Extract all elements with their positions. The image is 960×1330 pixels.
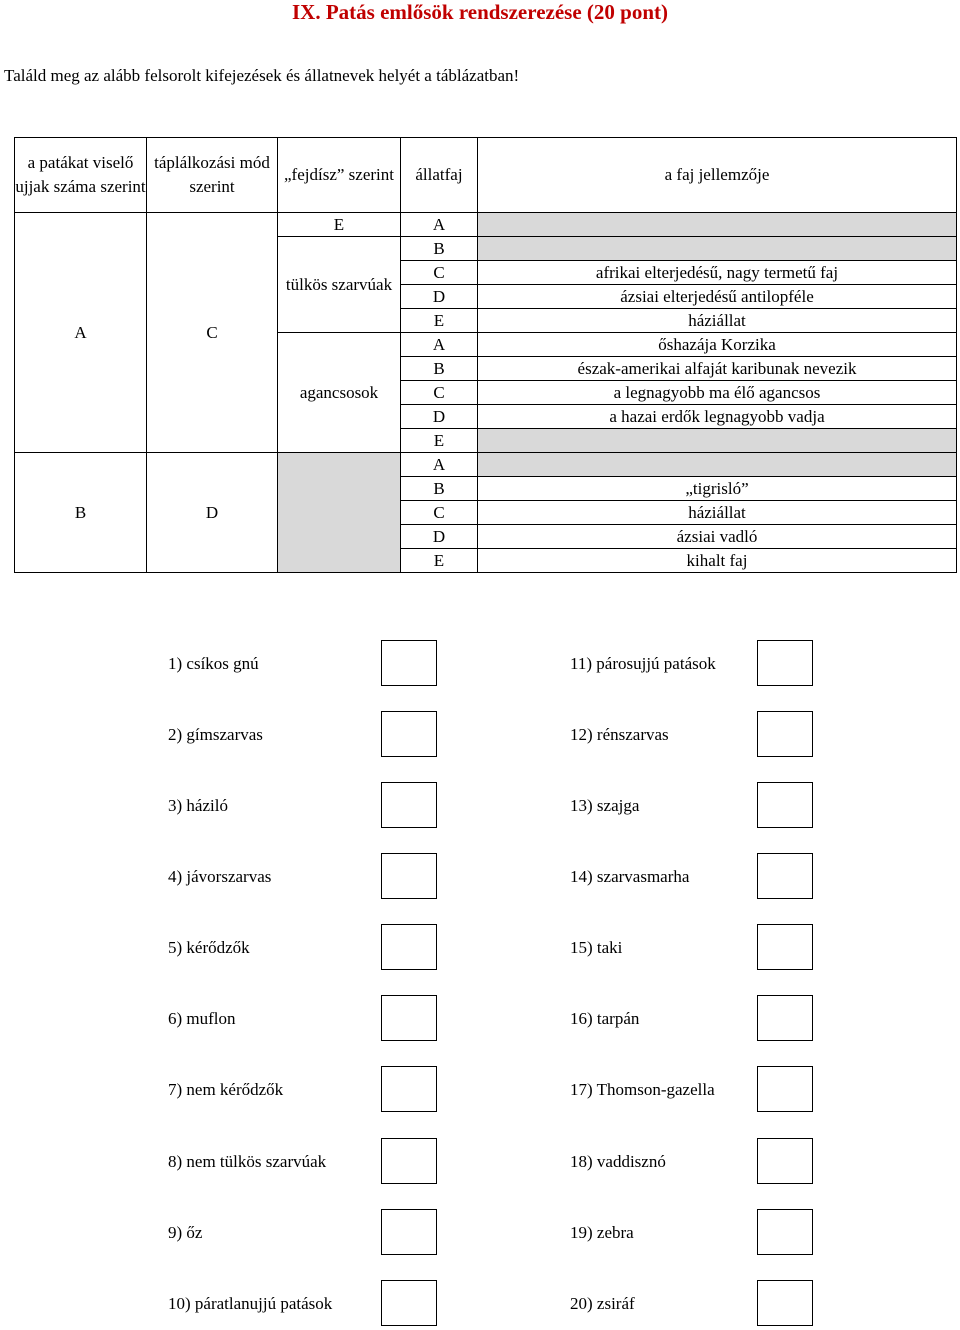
answer-label: 11) párosujjú patások bbox=[570, 654, 716, 673]
answer-label: 6) muflon bbox=[168, 1009, 236, 1028]
answer-box[interactable] bbox=[757, 924, 813, 970]
answer-box[interactable] bbox=[757, 782, 813, 828]
answer-label: 20) zsiráf bbox=[570, 1294, 635, 1313]
characteristic-cell: ázsiai vadló bbox=[478, 525, 957, 549]
characteristic-cell: háziállat bbox=[478, 309, 957, 333]
answer-label: 17) Thomson-gazella bbox=[570, 1080, 715, 1099]
answer-item bbox=[0, 1280, 960, 1328]
answer-item bbox=[0, 924, 960, 972]
answer-item bbox=[0, 711, 960, 759]
answer-box[interactable] bbox=[757, 1066, 813, 1112]
answer-label: 3) háziló bbox=[168, 796, 228, 815]
header-headgear: „fejdísz” szerint bbox=[278, 138, 401, 213]
answer-label: 19) zebra bbox=[570, 1223, 634, 1242]
species-letter: C bbox=[401, 261, 478, 285]
answer-label: 1) csíkos gnú bbox=[168, 654, 259, 673]
species-letter: A bbox=[401, 333, 478, 357]
characteristic-cell: ázsiai elterjedésű antilopféle bbox=[478, 285, 957, 309]
answer-item bbox=[0, 782, 960, 830]
answer-label: 2) gímszarvas bbox=[168, 725, 263, 744]
species-letter: E bbox=[401, 549, 478, 573]
header-feeding-mode: táplálkozási mód szerint bbox=[147, 138, 278, 213]
answer-label: 15) taki bbox=[570, 938, 623, 957]
answer-item bbox=[0, 1138, 960, 1186]
cell-headgear-horned: tülkös szarvúak bbox=[278, 237, 401, 333]
answer-label: 4) jávorszarvas bbox=[168, 867, 272, 886]
species-letter: C bbox=[401, 501, 478, 525]
answer-label: 16) tarpán bbox=[570, 1009, 640, 1028]
answer-item bbox=[0, 1209, 960, 1257]
species-letter: B bbox=[401, 477, 478, 501]
answer-label: 14) szarvasmarha bbox=[570, 867, 690, 886]
header-toe-count: a patákat viselő ujjak száma szerint bbox=[15, 138, 147, 213]
characteristic-cell: háziállat bbox=[478, 501, 957, 525]
answer-box[interactable] bbox=[757, 640, 813, 686]
header-species: állatfaj bbox=[401, 138, 478, 213]
characteristic-cell: afrikai elterjedésű, nagy termetű faj bbox=[478, 261, 957, 285]
characteristic-cell: a legnagyobb ma élő agancsos bbox=[478, 381, 957, 405]
characteristic-cell: észak-amerikai alfaját karibunak nevezik bbox=[478, 357, 957, 381]
species-letter: E bbox=[401, 309, 478, 333]
answer-box[interactable] bbox=[757, 1209, 813, 1255]
species-letter: D bbox=[401, 405, 478, 429]
species-letter: C bbox=[401, 381, 478, 405]
species-letter: A bbox=[401, 453, 478, 477]
answer-item bbox=[0, 1066, 960, 1114]
answer-box[interactable] bbox=[757, 995, 813, 1041]
cell-toe-b: B bbox=[15, 453, 147, 573]
answer-box[interactable] bbox=[757, 853, 813, 899]
instruction-text: Találd meg az alább felsorolt kifejezések és állatnevek helyét a táblázatban! bbox=[4, 66, 520, 85]
species-letter: A bbox=[401, 213, 478, 237]
species-letter: B bbox=[401, 357, 478, 381]
answer-box[interactable] bbox=[757, 711, 813, 757]
cell-headgear-e: E bbox=[278, 213, 401, 237]
species-letter: D bbox=[401, 285, 478, 309]
page-title: IX. Patás emlősök rendszerezése (20 pont) bbox=[291, 0, 668, 24]
species-letter: B bbox=[401, 237, 478, 261]
answer-label: 12) rénszarvas bbox=[570, 725, 669, 744]
answer-label: 10) páratlanujjú patások bbox=[168, 1294, 333, 1313]
cell-toe-a: A bbox=[15, 213, 147, 453]
species-letter: E bbox=[401, 429, 478, 453]
cell-feeding-d: D bbox=[147, 453, 278, 573]
cell-headgear-antlered: agancsosok bbox=[278, 333, 401, 453]
answer-item bbox=[0, 995, 960, 1043]
answer-label: 18) vaddisznó bbox=[570, 1152, 666, 1171]
answer-label: 9) őz bbox=[168, 1223, 203, 1242]
characteristic-cell: a hazai erdők legnagyobb vadja bbox=[478, 405, 957, 429]
answer-item bbox=[0, 640, 960, 688]
answer-label: 13) szajga bbox=[570, 796, 640, 815]
answer-label: 5) kérődzők bbox=[168, 938, 250, 957]
cell-feeding-c: C bbox=[147, 213, 278, 453]
answer-item bbox=[0, 853, 960, 901]
characteristic-cell: őshazája Korzika bbox=[478, 333, 957, 357]
answer-box[interactable] bbox=[757, 1138, 813, 1184]
answer-label: 8) nem tülkös szarvúak bbox=[168, 1152, 327, 1171]
answer-label: 7) nem kérődzők bbox=[168, 1080, 284, 1099]
answer-box[interactable] bbox=[757, 1280, 813, 1326]
characteristic-cell: kihalt faj bbox=[478, 549, 957, 573]
characteristic-cell: „tigrisló” bbox=[478, 477, 957, 501]
species-letter: D bbox=[401, 525, 478, 549]
header-characteristic: a faj jellemzője bbox=[478, 138, 957, 213]
